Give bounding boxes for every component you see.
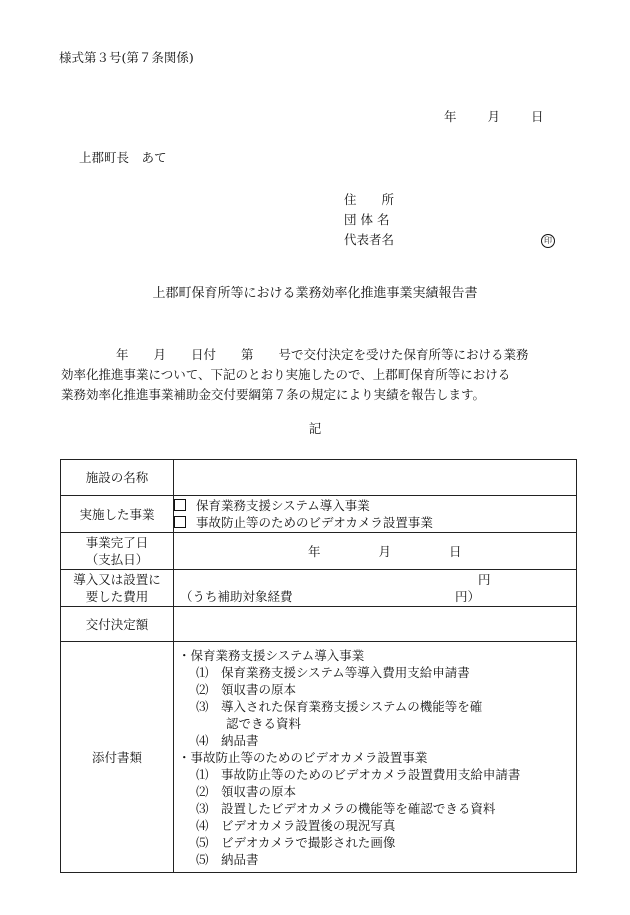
list-item: ・保育業務支援システム導入事業 <box>178 648 365 663</box>
cost-label-line: 要した費用 <box>85 589 149 604</box>
list-item: ⑷ 納品書 <box>196 733 259 748</box>
cost-value[interactable] <box>174 570 577 607</box>
checkbox-icon[interactable] <box>174 499 186 511</box>
project-option-label: 保育業務支援システム導入事業 <box>196 498 370 513</box>
list-item: ⑵ 領収書の原本 <box>196 784 297 799</box>
list-item: 認できる資料 <box>226 716 302 731</box>
list-item: ⑸ 納品書 <box>196 852 259 867</box>
list-item: ⑶ 設置したビデオカメラの機能等を確認できる資料 <box>196 801 496 816</box>
table-row <box>61 607 577 642</box>
attachments-list <box>174 642 577 873</box>
cost-label-line: 導入又は設置に <box>73 572 161 587</box>
body-paragraph <box>61 345 581 405</box>
body-line: 年 月 日付 第 号で交付決定を受けた保育所等における業務 <box>91 347 529 362</box>
table-row <box>61 570 577 607</box>
table-row <box>61 496 577 533</box>
report-table <box>60 459 577 873</box>
completion-month: 月 <box>378 543 392 559</box>
address-label: 住 所 <box>344 192 395 207</box>
cost-subsidy-line: （うち補助対象経費 円） <box>180 589 481 604</box>
list-item: ⑸ ビデオカメラで撮影された画像 <box>196 835 396 850</box>
grant-label: 交付決定額 <box>61 607 174 642</box>
table-row <box>61 533 577 570</box>
ki-marker: 記 <box>308 421 322 436</box>
project-option[interactable] <box>174 497 576 514</box>
project-option[interactable] <box>174 514 576 531</box>
grant-value[interactable] <box>174 607 577 642</box>
attachments-label: 添付書類 <box>61 642 174 873</box>
completion-label-line: （支払日） <box>85 552 149 567</box>
table-row <box>61 642 577 873</box>
list-item: ・事故防止等のためのビデオカメラ設置事業 <box>178 750 428 765</box>
group-name-label: 団 体 名 <box>344 212 390 227</box>
report-date <box>444 111 544 124</box>
date-year: 年 <box>444 109 457 124</box>
applicant-block <box>344 190 552 250</box>
project-option-label: 事故防止等のためのビデオカメラ設置事業 <box>196 515 433 530</box>
representative-label <box>344 230 552 250</box>
body-line: 効率化推進事業について、下記のとおり実施したので、上郡町保育所等における <box>61 367 511 382</box>
list-item: ⑴ 保育業務支援システム等導入費用支給申請書 <box>196 665 470 680</box>
seal-mark: 印 <box>541 234 555 248</box>
addressee: 上郡町長 あて <box>79 150 167 165</box>
cost-unit: 円 <box>478 572 491 587</box>
document-title: 上郡町保育所等における業務効率化推進事業実績報告書 <box>152 286 478 301</box>
completion-label-line: 事業完了日 <box>85 535 149 550</box>
list-item: ⑵ 領収書の原本 <box>196 682 297 697</box>
representative-label-text: 代表者名 <box>344 232 395 247</box>
completion-label <box>61 533 174 570</box>
completion-day: 日 <box>449 543 462 559</box>
form-number: 様式第３号(第７条関係) <box>59 50 194 65</box>
facility-value[interactable] <box>174 460 577 496</box>
date-month: 月 <box>487 109 501 124</box>
project-label: 実施した事業 <box>61 496 174 533</box>
list-item: ⑷ ビデオカメラ設置後の現況写真 <box>196 818 396 833</box>
checkbox-icon[interactable] <box>174 516 186 528</box>
date-day: 日 <box>531 109 544 124</box>
body-line: 業務効率化推進事業補助金交付要綱第７条の規定により実績を報告します。 <box>61 387 486 402</box>
table-row <box>61 460 577 496</box>
facility-label: 施設の名称 <box>61 460 174 496</box>
cost-label <box>61 570 174 607</box>
completion-year: 年 <box>308 543 321 559</box>
completion-date[interactable] <box>174 533 577 570</box>
list-item: ⑶ 導入された保育業務支援システムの機能等を確 <box>196 699 483 714</box>
project-options <box>174 496 577 533</box>
list-item: ⑴ 事故防止等のためのビデオカメラ設置費用支給申請書 <box>196 767 521 782</box>
